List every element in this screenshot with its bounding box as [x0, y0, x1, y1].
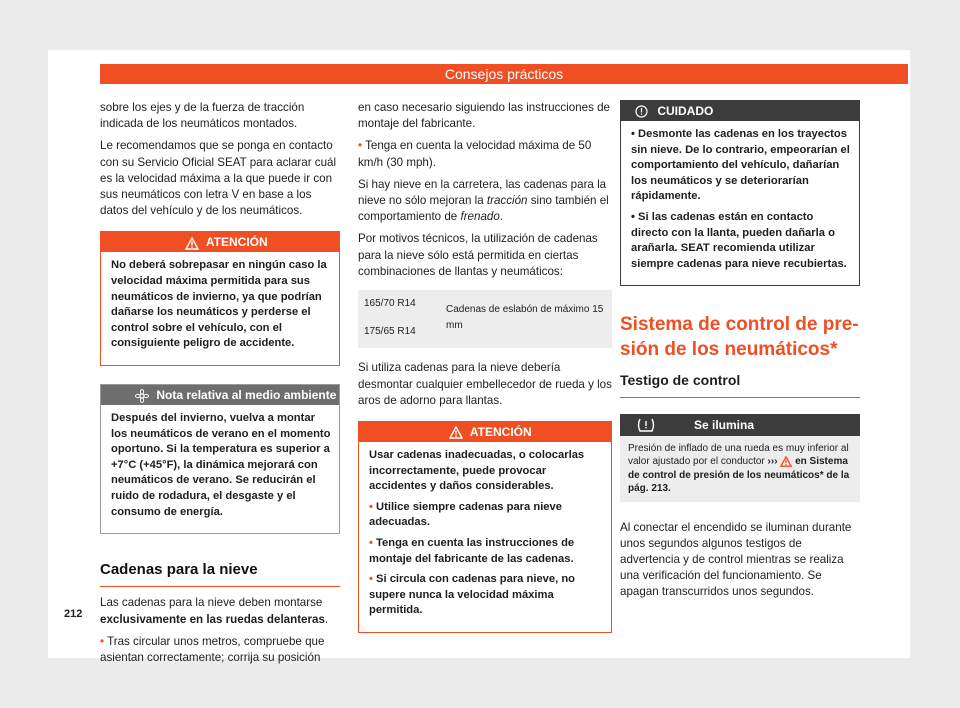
table-cell: Cadenas de eslabón de máximo 15 mm: [446, 304, 604, 332]
atencion-box: [358, 421, 612, 633]
bullet-item: • Desmonte las cadenas en los trayectos sin nieve. De lo contrario, empeorarían el comportamiento del vehículo, dañarían los neumáticos y se deteriorarían rápidamente.: [631, 128, 850, 203]
atencion-text: Usar cadenas inadecuadas, o colocarlas incorrectamente, puede provocar accidentes y daños considerables.: [369, 449, 585, 493]
column-1: [100, 100, 340, 672]
tire-chain-table: [358, 290, 612, 348]
bullet-icon: •: [631, 128, 639, 140]
paragraph: Por motivos técnicos, la utilización de cadenas para la nieve sólo está permitida en ciertas combinaciones de llantas y neumáticos:: [358, 232, 598, 278]
column-2: [358, 100, 612, 633]
bullet-icon: •: [369, 500, 377, 513]
tire-size: 175/65 R14: [364, 326, 416, 338]
cuidado-box: [620, 100, 860, 286]
bullet-icon: •: [358, 139, 366, 153]
paragraph: Si utiliza cadenas para la nieve debería desmontar cualquier embellecedor de rueda y los aros de adorno para llantas.: [358, 361, 612, 407]
indicator-box: [620, 414, 860, 502]
paragraph: Le recomendamos que se ponga en contacto con su Servicio Oficial SEAT para aclarar cuál es la velocidad máxima a la que puede ir con sus neumáticos con letra V en base a los datos del vehículo y de los neumáticos.: [100, 139, 337, 218]
bullet-icon: •: [631, 210, 639, 223]
atencion-title: ATENCIÓN: [205, 235, 268, 250]
environment-note-box: [100, 384, 340, 534]
cuidado-header: [621, 101, 859, 121]
section-title: Cadenas para la nieve: [100, 562, 340, 587]
atencion-title: ATENCIÓN: [469, 425, 532, 440]
table-row: [358, 290, 612, 348]
column-3: [620, 100, 860, 607]
bullet-icon: •: [369, 537, 377, 550]
paragraph: Al conectar el encendido se iluminan durante unos segundos algunos testigos de advertencia y de control mientras se realiza una verificación del funcionamiento. Se apagan transcurridos unos segundos.: [620, 520, 852, 599]
bullet-item: • Utilice siempre cadenas para nieve adecuadas.: [369, 500, 562, 529]
bullet-icon: •: [369, 573, 377, 586]
bullet-icon: •: [100, 634, 108, 648]
atencion-header: [359, 422, 611, 442]
bullet-item: • Tras circular unos metros, compruebe que asientan correctamente; corrija su posición: [100, 634, 325, 664]
page-number: 212: [64, 608, 83, 620]
cuidado-body: [621, 121, 859, 285]
bullet-item: • Tenga en cuenta la velocidad máxima de 50 km/h (30 mph).: [358, 139, 592, 169]
arrows-icon: ›››: [767, 456, 778, 468]
atencion-body: [101, 252, 339, 365]
atencion-body: [359, 442, 611, 632]
page: [48, 50, 910, 664]
indicator-title: Se ilumina: [694, 417, 755, 432]
indicator-header: [620, 414, 860, 436]
tire-pressure-icon: [636, 417, 656, 433]
environment-note-text: Después del invierno, vuelva a montar los neumáticos de verano en el momento oportuno. Si la temperatura es superior a +7°C (+45°F), la dinámica mejorará con neumáticos de verano. Se reducirán el ruido de rodadura, el desgaste y el consumo de energía.: [111, 411, 331, 518]
sub-title: Testigo de control: [620, 372, 860, 397]
bullet-item: • Tenga en cuenta las instrucciones de montaje del fabricante de las cadenas.: [369, 537, 575, 565]
paragraph: sobre los ejes y de la fuerza de tracción indicada de los neumáticos montados.: [100, 101, 305, 131]
environment-note-header: [101, 385, 339, 405]
atencion-header: [101, 232, 339, 252]
paragraph: Si hay nieve en la carretera, las cadenas para la nieve no sólo mejoran la tracción sino también el comportamiento de frenado.: [358, 177, 609, 224]
paragraph: Las cadenas para la nieve deben montarse exclusivamente en las ruedas delanteras.: [100, 596, 329, 626]
chapter-header: Consejos prácticos: [100, 64, 908, 84]
warning-triangle-icon: [780, 456, 792, 467]
table-cell: [358, 290, 440, 348]
bullet-item: • Si las cadenas están en contacto directo con la llanta, pueden dañarla o arañarla. SEAT recomienda utilizar siempre cadenas para nieve recubiertas.: [631, 210, 847, 270]
big-section-title: Sistema de control de pre- sión de los neumáticos*: [620, 314, 859, 361]
indicator-text: Presión de inflado de una rueda es muy inferior al valor ajustado por el conductor ››› en Sistema de control de presión de los neumáticos* de la pág. 213.: [628, 442, 850, 495]
atencion-box: [100, 231, 340, 366]
environment-note-title: Nota relativa al medio ambiente: [156, 387, 337, 402]
cuidado-title: CUIDADO: [657, 104, 714, 118]
paragraph: en caso necesario siguiendo las instrucciones de montaje del fabricante.: [358, 101, 610, 131]
tire-size: 165/70 R14: [364, 298, 416, 310]
bullet-item: • Si circula con cadenas para nieve, no supere nunca la velocidad máxima permitida.: [369, 573, 576, 617]
warning-triangle-icon: [449, 426, 463, 439]
info-circle-icon: [635, 105, 648, 118]
leaf-flower-icon: [135, 389, 149, 403]
environment-note-body: [101, 405, 339, 533]
atencion-text: No deberá sobrepasar en ningún caso la velocidad máxima permitida para sus neumáticos de invierno, ya que podrían dañarse los neumáticos y perderse el control sobre el vehículo, con el consiguiente peligro de accidente.: [111, 259, 327, 350]
warning-triangle-icon: [185, 237, 199, 250]
